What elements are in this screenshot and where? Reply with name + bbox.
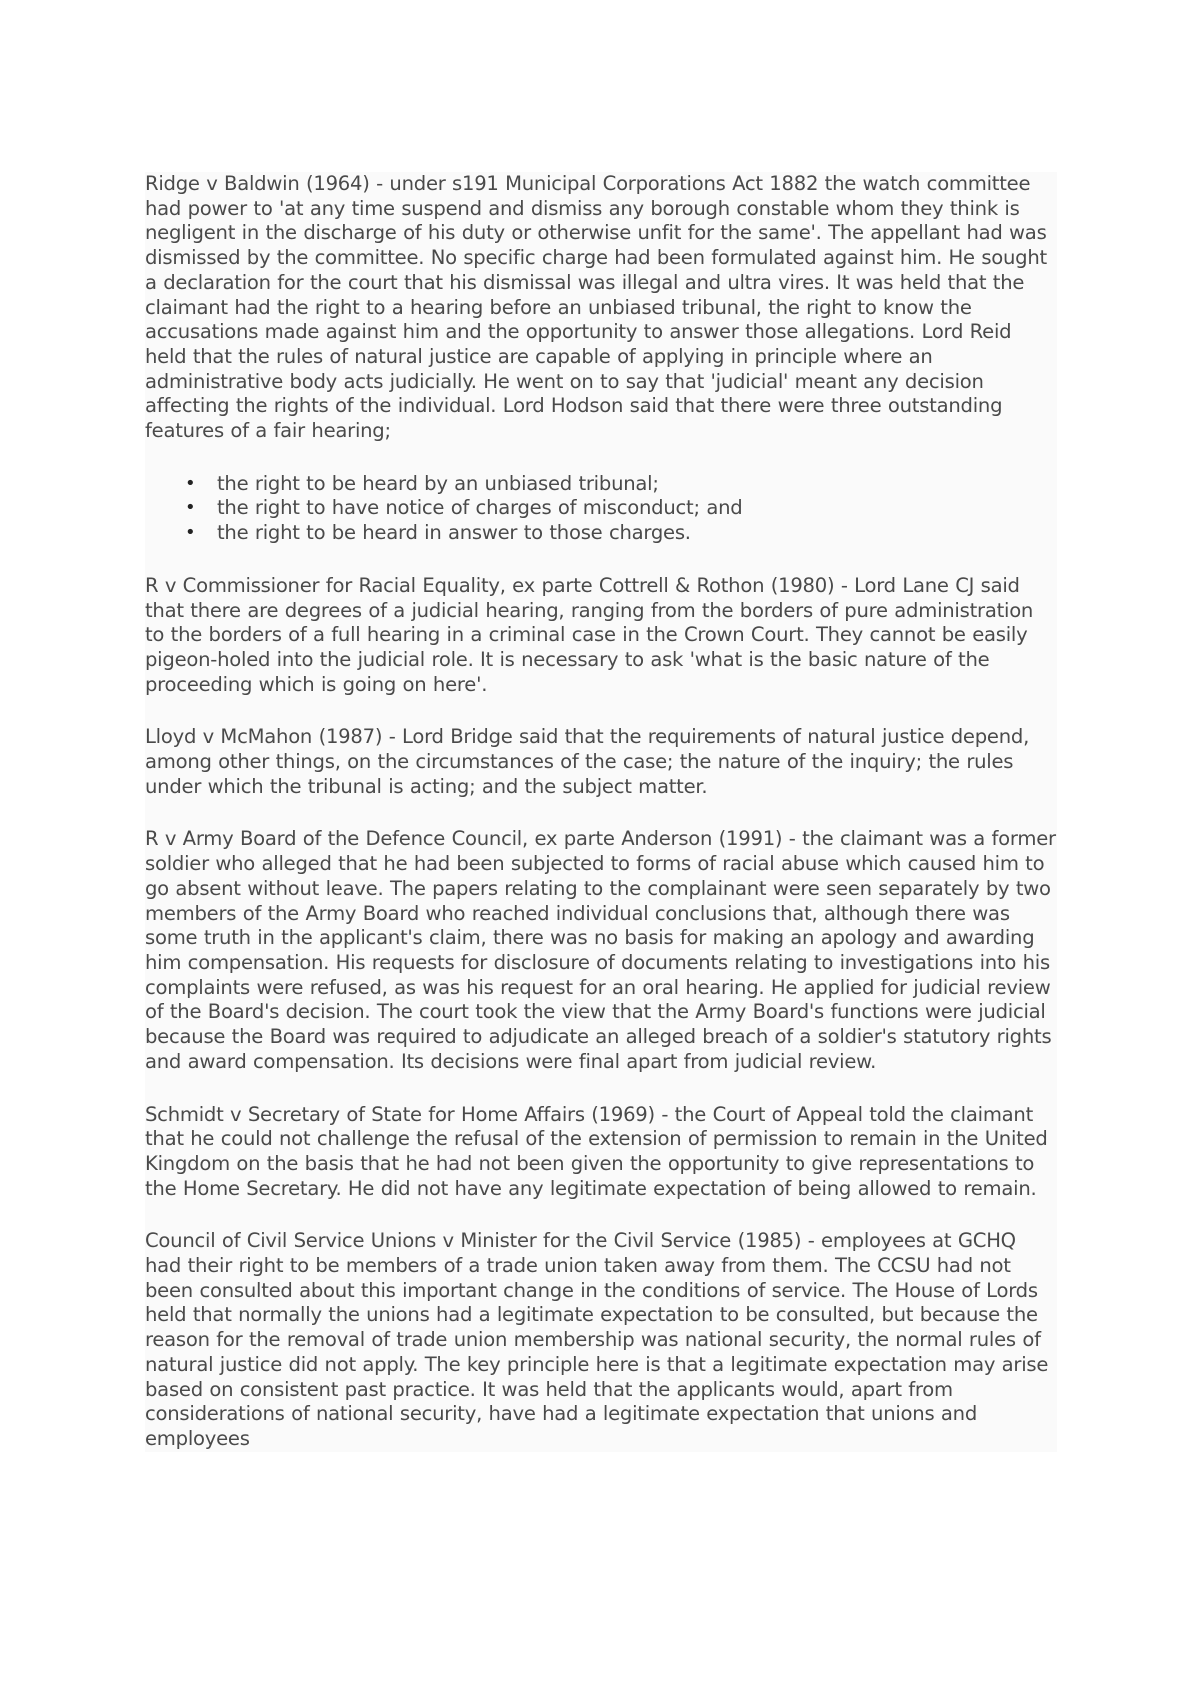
paragraph-cottrell-rothon: R v Commissioner for Racial Equality, ex parte Cottrell & Rothon (1980) - Lord Lane CJ said that there are degrees of a judicial hearing, ranging from the borders of pure administration to the borders of a full hearing in a criminal case in the Crown Court. They cannot be easily pigeon-holed into the judicial role. It is necessary to ask 'what is the basic nature of the proceeding which is going on here'. — [145, 573, 1034, 696]
list-item — [145, 472, 1057, 497]
document-body — [145, 172, 1057, 1452]
list-item-text: the right to be heard by an unbiased tribunal; — [217, 471, 659, 495]
paragraph-army-board-anderson: R v Army Board of the Defence Council, ex parte Anderson (1991) - the claimant was a former soldier who alleged that he had been subjected to forms of racial abuse which caused him to go absent without leave. The papers relating to the complainant were seen separately by two members of the Army Board who reached individual conclusions that, although there was some truth in the applicant's claim, there was no basis for making an apology and awarding him compensation. His requests for disclosure of documents relating to investigations into his complaints were refused, as was his request for an oral hearing. He applied for judicial review of the Board's decision. The court took the view that the Army Board's functions were judicial because the Board was required to adjudicate an alleged breach of a soldier's statutory rights and award compensation. Its decisions were final apart from judicial review. — [145, 827, 1056, 1073]
fair-hearing-features-list — [145, 472, 1057, 546]
list-item-text: the right to be heard in answer to those charges. — [217, 521, 691, 545]
list-item-text: the right to have notice of charges of misconduct; and — [217, 496, 743, 520]
paragraph-schmidt: Schmidt v Secretary of State for Home Affairs (1969) - the Court of Appeal told the claimant that he could not challenge the refusal of the extension of permission to remain in the United Kingdom on the basis that he had not been given the opportunity to give representations to the Home Secretary. He did not have any legitimate expectation of being allowed to remain. — [145, 1102, 1048, 1200]
list-item — [145, 521, 1057, 546]
bullet-icon: • — [185, 497, 196, 519]
paragraph-ccsu-gchq: Council of Civil Service Unions v Minister for the Civil Service (1985) - employees at GCHQ had their right to be members of a trade union taken away from them. The CCSU had not been consulted about this important change in the conditions of service. The House of Lords held that normally the unions had a legitimate expectation to be consulted, but because the reason for the removal of trade union membership was national security, the normal rules of natural justice did not apply. The key principle here is that a legitimate expectation may arise based on consistent past practice. It was held that the applicants would, apart from considerations of national security, have had a legitimate expectation that unions and employees — [145, 1229, 1049, 1450]
bullet-icon: • — [185, 522, 196, 544]
bullet-icon: • — [185, 472, 196, 494]
list-item — [145, 496, 1057, 521]
paragraph-lloyd-v-mcmahon: Lloyd v McMahon (1987) - Lord Bridge said that the requirements of natural justice depend, among other things, on the circumstances of the case; the nature of the inquiry; the rules under which the tribunal is acting; and the subject matter. — [145, 725, 1030, 798]
paragraph-ridge-v-baldwin: Ridge v Baldwin (1964) - under s191 Municipal Corporations Act 1882 the watch committee had power to 'at any time suspend and dismiss any borough constable whom they think is negligent in the discharge of his duty or otherwise unfit for the same'. The appellant had was dismissed by the committee. No specific charge had been formulated against him. He sought a declaration for the court that his dismissal was illegal and ultra vires. It was held that the claimant had the right to a hearing before an unbiased tribunal, the right to know the accusations made against him and the opportunity to answer those allegations. Lord Reid held that the rules of natural justice are capable of applying in principle where an administrative body acts judicially. He went on to say that 'judicial' meant any decision affecting the rights of the individual. Lord Hodson said that there were three outstanding features of a fair hearing; — [145, 172, 1047, 443]
